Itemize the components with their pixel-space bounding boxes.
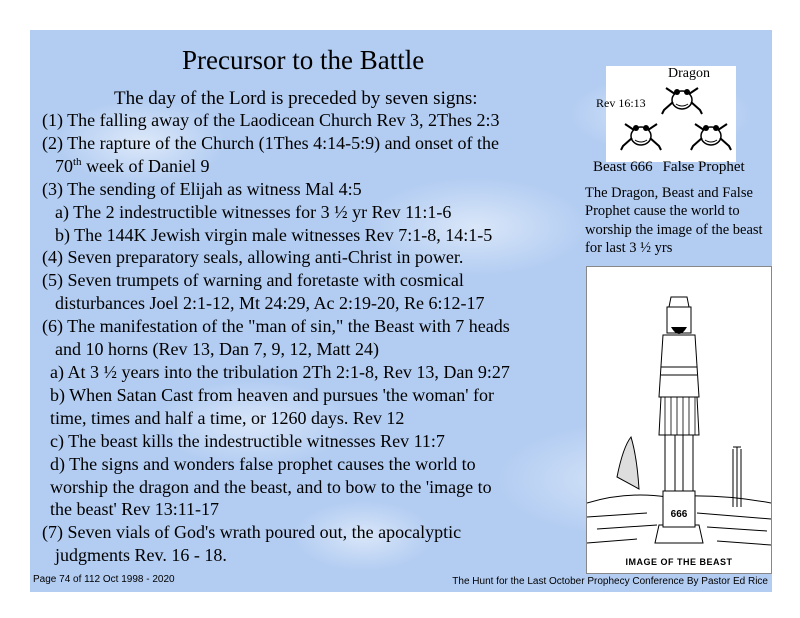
- page-number-footer: Page 74 of 112 Oct 1998 - 2020: [33, 574, 175, 585]
- list-line: b) When Satan Cast from heaven and pursues 'the woman' for: [50, 384, 495, 405]
- list-line: (2) The rapture of the Church (1Thes 4:14-5:9) and onset of the: [42, 132, 500, 153]
- list-line: b) The 144K Jewish virgin male witnesses Rev 7:1-8, 14:1-5: [55, 224, 493, 245]
- image-caption: IMAGE OF THE BEAST: [625, 557, 733, 567]
- frogs-illustration: [596, 66, 736, 162]
- list-line: a) The 2 indestructible witnesses for 3 ½ yr Rev 11:1-6: [55, 201, 452, 222]
- list-line: a) At 3 ½ years into the tribulation 2Th 2:1-8, Rev 13, Dan 9:27: [50, 361, 510, 382]
- rev-label: Rev 16:13: [596, 96, 646, 110]
- list-line-part: 70: [55, 155, 73, 176]
- false-prophet-label: False Prophet: [662, 159, 745, 175]
- list-line: time, times and half a time, or 1260 days. Rev 12: [50, 407, 405, 428]
- image-666-label: 666: [670, 509, 688, 520]
- slide: [30, 30, 772, 592]
- slide-subtitle: The day of the Lord is preceded by seven signs:: [114, 88, 478, 109]
- frog-icon: [661, 82, 703, 116]
- list-line: worship the dragon and the beast, and to bow to the 'image to: [50, 476, 492, 497]
- list-line: (3) The sending of Elijah as witness Mal 4:5: [42, 178, 362, 199]
- list-line: (6) The manifestation of the "man of sin," the Beast with 7 heads: [42, 316, 510, 337]
- signs-list: [42, 109, 582, 567]
- list-line-part: week of Daniel 9: [81, 155, 210, 176]
- slide-title: Precursor to the Battle: [182, 45, 425, 75]
- conference-footer: The Hunt for the Last October Prophecy Conference By Pastor Ed Rice: [452, 576, 768, 587]
- list-line: (7) Seven vials of God's wrath poured out, the apocalyptic: [42, 522, 462, 543]
- list-line: the beast' Rev 13:11-17: [50, 499, 220, 520]
- frog-captions: [593, 159, 755, 176]
- list-line: disturbances Joel 2:1-12, Mt 24:29, Ac 2:19-20, Re 6:12-17: [55, 293, 485, 314]
- image-description: The Dragon, Beast and False Prophet cause the world to worship the image of the beast for last 3 ½ yrs: [585, 185, 763, 256]
- list-line: (1) The falling away of the Laodicean Church Rev 3, 2Thes 2:3: [42, 110, 500, 130]
- beast-label: Beast 666: [593, 159, 653, 175]
- frog-icon: [620, 118, 662, 152]
- list-line: [42, 155, 582, 178]
- list-line: judgments Rev. 16 - 18.: [55, 545, 227, 566]
- frog-icon: [690, 118, 732, 152]
- list-line: and 10 horns (Rev 13, Dan 7, 9, 12, Matt 24): [55, 339, 379, 360]
- list-line: c) The beast kills the indestructible witnesses Rev 11:7: [50, 430, 445, 451]
- statue-illustration: [587, 267, 771, 573]
- image-of-the-beast: [586, 266, 772, 574]
- list-line: (4) Seven preparatory seals, allowing anti-Christ in power.: [42, 247, 464, 268]
- list-line-superscript: th: [73, 155, 82, 168]
- dragon-label: Dragon: [668, 66, 710, 81]
- list-line: (5) Seven trumpets of warning and foretaste with cosmical: [42, 270, 464, 291]
- list-line: d) The signs and wonders false prophet causes the world to: [50, 453, 476, 474]
